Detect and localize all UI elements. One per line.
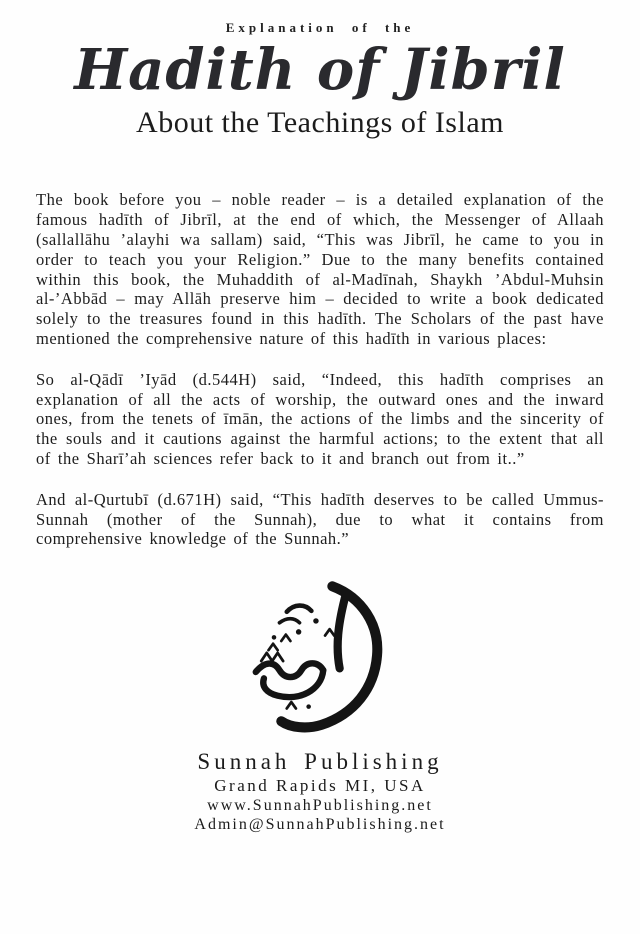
arabic-calligraphy-sunnah-logo-icon bbox=[233, 579, 408, 734]
publisher-location: Grand Rapids MI, USA bbox=[214, 776, 426, 796]
title-block bbox=[0, 0, 640, 140]
paragraph-qadi-iyad-quote: So al-Qādī ’Iyād (d.544H) said, “Indeed, this hadīth comprises an explanation of all the acts of worship, the outward ones and the inward ones, from the tenets of īmān, the actions of the limbs and the sincerity of the souls and it cautions against the harmful actions; to the extent that all of the Sharī’ah sciences refer back to it and branch out from it..” bbox=[36, 369, 604, 468]
paragraph-introduction: The book before you – noble reader – is a detailed explanation of the famous hadīth of Jibrīl, at the end of which, the Messenger of Allaah (sallallāhu ’alayhi wa sallam) said, “This was Jibrīl, he came to you in order to teach you your Religion.” Due to the many benefits contained within this book, the Muhaddith of al-Madīnah, Shaykh ’Abdul-Muhsin al-’Abbād – may Allāh preserve him – decided to write a book dedicated solely to the treasures found in this hadīth. The Scholars of the past have mentioned the comprehensive nature of this hadīth in various places: bbox=[36, 190, 604, 348]
book-title: Hadith of Jibril bbox=[74, 37, 566, 103]
book-description bbox=[36, 190, 604, 549]
publisher-name: Sunnah Publishing bbox=[197, 749, 443, 775]
publisher-logo bbox=[0, 579, 640, 739]
header-kicker: Explanation of the bbox=[225, 20, 415, 35]
publisher-email: Admin@SunnahPublishing.net bbox=[194, 816, 446, 834]
book-subtitle: About the Teachings of Islam bbox=[136, 106, 504, 140]
paragraph-qurtubi-quote: And al-Qurtubī (d.671H) said, “This hadīth deserves to be called Ummus-Sunnah (mother of the Sunnah), due to what it contains from comprehensive knowledge of the Sunnah.” bbox=[36, 489, 604, 549]
publisher-block bbox=[0, 749, 640, 834]
publisher-website: www.SunnahPublishing.net bbox=[207, 797, 433, 815]
